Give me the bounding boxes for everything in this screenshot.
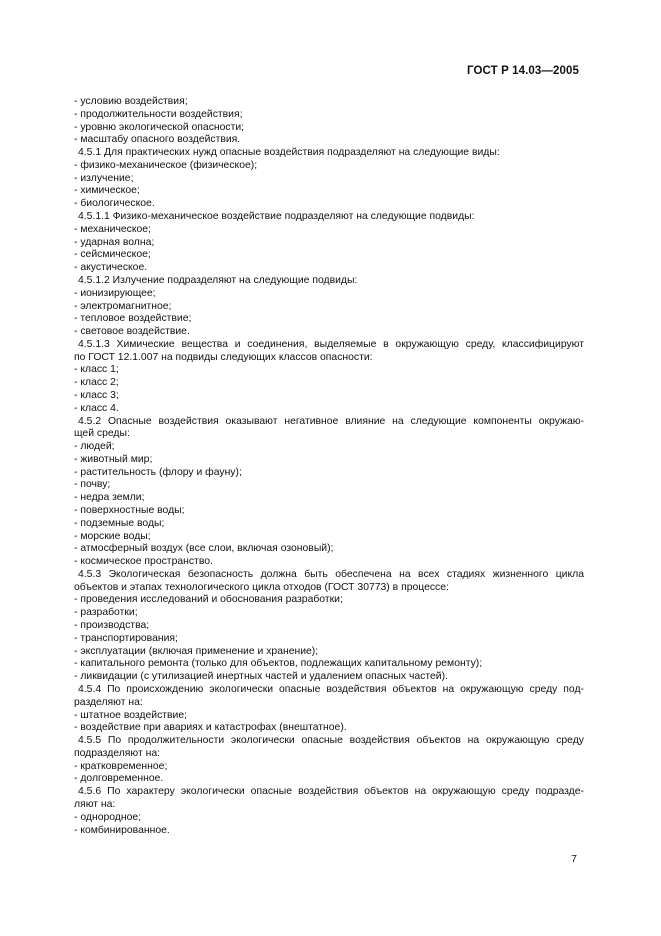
page-number: 7: [571, 853, 577, 865]
document-body: [74, 96, 584, 837]
list-item: - транспортирования;: [74, 632, 178, 644]
list-item: - подземные воды;: [74, 517, 165, 529]
document-code-header: ГОСТ Р 14.03—2005: [467, 65, 579, 77]
list-item: - класс 3;: [74, 389, 119, 401]
clause-4-5-1-1: 4.5.1.1 Физико-механическое воздействие подразделяют на следующие подвиды:: [78, 211, 475, 223]
list-item: - штатное воздействие;: [74, 709, 188, 721]
clause-4-5-5-cont: подразделяют на:: [74, 747, 161, 759]
list-item: - почву;: [74, 479, 111, 491]
list-item: - класс 4.: [74, 402, 119, 414]
list-item: - людей;: [74, 441, 115, 453]
list-item: - физико-механическое (физическое);: [74, 159, 258, 171]
list-item: - капитального ремонта (только для объектов, подлежащих капитальному ремонту);: [74, 658, 483, 670]
list-item: - биологическое.: [74, 198, 155, 210]
list-item: - однородное;: [74, 811, 142, 823]
list-item: - атмосферный воздух (все слои, включая озоновый);: [74, 543, 334, 555]
list-item: - световое воздействие.: [74, 326, 190, 338]
list-item: - излучение;: [74, 172, 134, 184]
list-item: - электромагнитное;: [74, 300, 172, 312]
clause-4-5-3: 4.5.3 Экологическая безопасность должна быть обеспечена на всех стадиях жизненного цикла: [78, 568, 584, 580]
list-item: - растительность (флору и фауну);: [74, 466, 242, 478]
list-item: - класс 2;: [74, 377, 119, 389]
list-item: - ликвидации (с утилизацией инертных частей и удалением опасных частей).: [74, 671, 448, 683]
list-item: - производства;: [74, 620, 150, 632]
list-item: - продолжительности воздействия;: [74, 108, 243, 120]
list-item: - акустическое.: [74, 262, 148, 274]
clause-4-5-1: 4.5.1 Для практических нужд опасные воздействия подразделяют на следующие виды:: [78, 147, 500, 159]
list-item: - класс 1;: [74, 364, 119, 376]
list-item: - химическое;: [74, 185, 140, 197]
clause-4-5-1-2: 4.5.1.2 Излучение подразделяют на следующие подвиды:: [78, 274, 358, 286]
clause-4-5-6-cont: ляют на:: [74, 798, 116, 810]
clause-4-5-4: 4.5.4 По происхождению экологически опасные воздействия объектов на окружающую среду под-: [78, 683, 584, 695]
list-item: - морские воды;: [74, 530, 151, 542]
clause-4-5-4-cont: разделяют на:: [74, 696, 143, 708]
list-item: - космическое пространство.: [74, 556, 213, 568]
list-item: - условию воздействия;: [74, 96, 188, 107]
list-item: - сейсмическое;: [74, 249, 151, 261]
clause-4-5-1-3: 4.5.1.3 Химические вещества и соединения, выделяемые в окружающую среду, классифицируют: [78, 338, 584, 350]
list-item: - ударная волна;: [74, 236, 155, 248]
list-item: - ионизирующее;: [74, 287, 156, 299]
list-item: - эксплуатации (включая применение и хранение);: [74, 645, 319, 657]
list-item: - разработки;: [74, 607, 138, 619]
clause-4-5-2: 4.5.2 Опасные воздействия оказывают негативное влияние на следующие компоненты окружаю-: [78, 415, 584, 427]
list-item: - животный мир;: [74, 453, 153, 465]
clause-4-5-3-cont: объектов и этапах технологического цикла отходов (ГОСТ 30773) в процессе:: [74, 581, 449, 593]
list-item: - проведения исследований и обоснования разработки;: [74, 594, 343, 606]
list-item: - комбинированное.: [74, 824, 170, 836]
clause-4-5-5: 4.5.5 По продолжительности экологически опасные воздействия объектов на окружающую среду: [78, 735, 584, 747]
list-item: - механическое;: [74, 223, 151, 235]
list-item: - тепловое воздействие;: [74, 313, 192, 325]
list-item: - уровню экологической опасности;: [74, 121, 245, 133]
clause-4-5-2-cont: щей среды:: [74, 428, 130, 440]
list-item: - долговременное.: [74, 773, 164, 785]
list-item: - недра земли;: [74, 492, 145, 504]
list-item: - воздействие при авариях и катастрофах (внештатное).: [74, 722, 347, 734]
clause-4-5-6: 4.5.6 По характеру экологически опасные воздействия объектов на окружающую среду подразде-: [78, 786, 584, 798]
list-item: - масштабу опасного воздействия.: [74, 134, 241, 146]
list-item: - поверхностные воды;: [74, 505, 185, 516]
clause-4-5-1-3-cont: по ГОСТ 12.1.007 на подвиды следующих классов опасности:: [74, 351, 373, 363]
list-item: - кратковременное;: [74, 760, 168, 772]
